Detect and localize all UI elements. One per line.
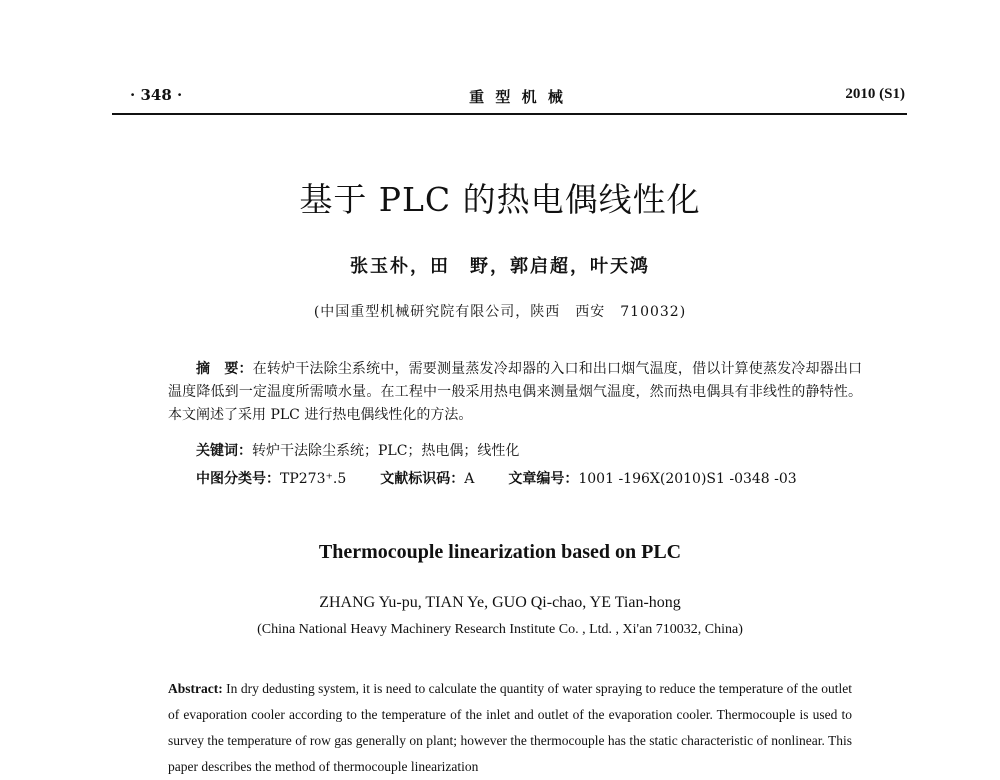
authors-chinese: 张玉朴，田 野，郭启超，叶天鸿 [350,256,650,277]
classification-line [196,468,797,488]
keywords-chinese-text: 转炉干法除尘系统；PLC；热电偶；线性化 [252,443,520,459]
clc-value: TP273⁺.5 [280,471,347,487]
abstract-chinese [168,358,862,427]
title-english: Thermocouple linearization based on PLC [318,541,682,563]
keywords-chinese-label: 关键词： [196,443,252,459]
authors-english: ZHANG Yu-pu, TIAN Ye, GUO Qi-chao, YE Tian-hong [319,594,681,611]
abstract-chinese-text: 在转炉干法除尘系统中，需要测量蒸发冷却器的入口和出口烟气温度，借以计算使蒸发冷却器出口温度降低到一定温度所需喷水量。在工程中一般采用热电偶来测量烟气温度，然而热电偶具有非线性的静特性。本文阐述了采用 PLC 进行热电偶线性化的方法。 [168,361,863,423]
page-number: · 348 · [130,86,183,104]
abstract-english-text: In dry dedusting system, it is need to calculate the quantity of water spraying to reduce the temperature of the outlet of evaporation cooler according to the temperature of the inlet and outlet of the evaporation cooler. Thermocouple is used to survey the temperature of row gas generally on plant; however the thermocouple has the static characteristic of nonlinear. This paper describes the method of thermocouple linearization [168,681,852,774]
abstract-english [168,676,852,780]
article-number-value: 1001 -196X(2010)S1 -0348 -03 [578,471,797,487]
journal-issue: 2010 (S1) [845,86,905,102]
affiliation-english: (China National Heavy Machinery Research Institute Co. , Ltd. , Xi'an 710032, China) [257,622,743,637]
keywords-chinese [196,440,519,460]
journal-name: 重 型 机 械 [469,88,566,106]
doc-code-label: 文献标识码： [380,471,465,487]
running-header [130,86,905,110]
abstract-chinese-label: 摘 要： [196,361,253,377]
header-rule [112,113,907,115]
doc-code-value: A [464,471,475,487]
abstract-english-label: Abstract: [168,681,223,696]
affiliation-chinese: (中国重型机械研究院有限公司，陕西 西安 710032) [313,304,687,320]
clc-label: 中图分类号： [196,471,280,487]
title-chinese: 基于 PLC 的热电偶线性化 [299,180,701,219]
article-number-label: 文章编号： [508,471,579,487]
